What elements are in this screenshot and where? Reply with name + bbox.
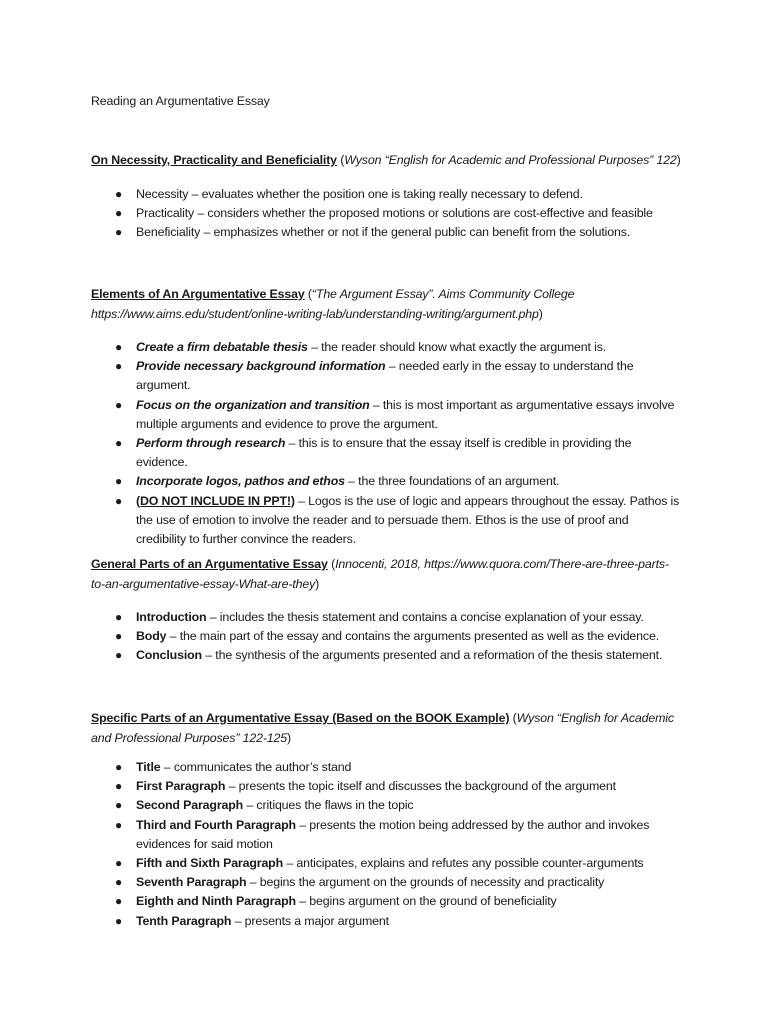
bullet-icon: ● — [115, 340, 123, 354]
item-text: Necessity – evaluates whether the position one is taking really necessary to defend. — [136, 186, 583, 201]
item-term: Eighth and Ninth Paragraph — [136, 894, 296, 909]
item-term: Incorporate logos, pathos and ethos — [136, 474, 345, 489]
item-text: – presents the topic itself and discusses the background of the argument — [225, 779, 616, 794]
bullet-icon: ● — [115, 436, 123, 451]
bullet-icon: ● — [115, 186, 123, 201]
list-item — [91, 912, 681, 931]
item-term: Introduction — [136, 610, 207, 624]
list-item — [91, 492, 681, 550]
item-text: – needed early in the essay to understand the argument. — [136, 359, 634, 393]
item-term: Create a firm debatable thesis — [136, 340, 308, 354]
source-citation: “The Argument Essay”. Aims Community College https://www.aims.edu/student/online-writing-lab/understanding-writing/argument.php — [91, 287, 575, 321]
bullet-icon: ● — [115, 648, 123, 663]
item-text: – critiques the flaws in the topic — [243, 798, 414, 813]
bullet-icon: ● — [115, 359, 123, 374]
item-text: – presents the motion being addressed by the author and invokes evidences for said motion — [136, 817, 650, 851]
bullet-icon: ● — [115, 397, 123, 412]
list-item — [91, 357, 681, 395]
list-item — [91, 608, 681, 627]
list-item — [91, 777, 681, 796]
item-term: Title — [136, 760, 161, 774]
list-item — [91, 627, 681, 646]
item-term: Fifth and Sixth Paragraph — [136, 856, 284, 871]
list-item — [91, 796, 681, 815]
source-citation: Wyson “English for Academic and Professional Purposes” 122 — [344, 153, 677, 167]
item-text: – anticipates, explains and refutes any possible counter-arguments — [283, 856, 644, 871]
bullet-icon: ● — [115, 894, 123, 909]
source-citation: Innocenti, 2018, https://www.quora.com/There-are-three-parts-to-an-argumentative-essay-What-are-they — [91, 557, 669, 591]
list-item — [91, 816, 681, 854]
item-term: Perform through research — [136, 436, 286, 451]
bullet-list — [91, 338, 681, 549]
list-item — [91, 892, 681, 911]
heading-text: Specific Parts of an Argumentative Essay (Based on the BOOK Example) — [91, 711, 510, 725]
item-term: Tenth Paragraph — [136, 913, 232, 928]
section-elements — [91, 285, 681, 549]
item-text: Beneficiality – emphasizes whether or not if the general public can benefit from the solutions. — [136, 224, 631, 239]
section-heading: General Parts of an Argumentative Essay (Innocenti, 2018, https://www.quora.com/There-are-three-parts-to-an-argumentative-essay-What-are-they) — [91, 557, 669, 591]
list-item — [91, 873, 681, 892]
bullet-icon: ● — [115, 493, 123, 508]
bullet-icon: ● — [115, 205, 123, 220]
bullet-icon: ● — [115, 817, 123, 832]
bullet-icon: ● — [115, 474, 123, 489]
section-necessity — [91, 151, 681, 242]
section-heading: Specific Parts of an Argumentative Essay (Based on the BOOK Example) (Wyson “English for Academic and Professional Purposes” 122-125) — [91, 711, 674, 745]
heading-text: Elements of An Argumentative Essay — [91, 287, 305, 301]
bullet-icon: ● — [115, 798, 123, 813]
section-heading: On Necessity, Practicality and Beneficiality (Wyson “English for Academic and Professional Purposes” 122) — [91, 153, 681, 167]
source-citation: Wyson “English for Academic and Professional Purposes” 122-125 — [91, 711, 674, 745]
bullet-icon: ● — [115, 779, 123, 794]
item-text: Practicality – considers whether the proposed motions or solutions are cost-effective and feasible — [136, 205, 653, 220]
item-term: (DO NOT INCLUDE IN PPT!) — [136, 493, 295, 508]
item-text: – the three foundations of an argument. — [344, 474, 560, 489]
bullet-list — [91, 608, 681, 666]
section-heading: Elements of An Argumentative Essay (“The Argument Essay”. Aims Community College https://www.aims.edu/student/online-writing-lab/understanding-writing/argument.php) — [91, 287, 575, 321]
item-text: – this is most important as argumentative essays involve multiple arguments and evidence to prove the argument. — [136, 397, 675, 431]
list-item — [91, 758, 681, 777]
item-text: – includes the thesis statement and contains a concise explanation of your essay. — [206, 610, 644, 624]
item-text: – begins argument on the ground of beneficiality — [295, 894, 557, 909]
list-item — [91, 396, 681, 434]
bullet-icon: ● — [115, 610, 123, 624]
item-text: – begins the argument on the grounds of necessity and practicality — [246, 875, 605, 890]
item-text: – presents a major argument — [231, 913, 389, 928]
item-term: Seventh Paragraph — [136, 875, 247, 890]
item-term: Third and Fourth Paragraph — [136, 817, 296, 832]
item-term: First Paragraph — [136, 779, 226, 794]
heading-text: General Parts of an Argumentative Essay — [91, 557, 328, 571]
bullet-list — [91, 185, 681, 243]
list-item — [91, 854, 681, 873]
list-item — [91, 223, 681, 242]
bullet-icon: ● — [115, 760, 123, 774]
bullet-list — [91, 758, 681, 931]
section-specific-parts — [91, 709, 681, 931]
item-text: – this is to ensure that the essay itself is credible in providing the evidence. — [136, 436, 632, 470]
item-term: Body — [136, 629, 167, 644]
document-title: Reading an Argumentative Essay — [91, 94, 270, 108]
list-item — [91, 338, 681, 357]
item-text: – the synthesis of the arguments presented and a reformation of the thesis statement. — [201, 648, 663, 663]
item-text: – the main part of the essay and contains the arguments presented as well as the evidence. — [166, 629, 659, 644]
item-text: – Logos is the use of logic and appears throughout the essay. Pathos is the use of emotion to involve the reader and to persuade them. Ethos is the use of proof and credibility to further convince the readers. — [136, 493, 680, 547]
list-item — [91, 472, 681, 491]
heading-text: On Necessity, Practicality and Beneficiality — [91, 153, 337, 167]
bullet-icon: ● — [115, 856, 123, 871]
bullet-icon: ● — [115, 629, 123, 644]
list-item — [91, 434, 681, 472]
item-term: Focus on the organization and transition — [136, 397, 370, 412]
list-item — [91, 185, 681, 204]
list-item — [91, 646, 681, 665]
bullet-icon: ● — [115, 224, 123, 239]
section-general-parts — [91, 555, 681, 666]
item-text: – the reader should know what exactly the argument is. — [307, 340, 607, 354]
item-text: – communicates the author’s stand — [160, 760, 352, 774]
item-term: Conclusion — [136, 648, 202, 663]
item-term: Provide necessary background information — [136, 359, 386, 374]
list-item — [91, 204, 681, 223]
bullet-icon: ● — [115, 875, 123, 890]
item-term: Second Paragraph — [136, 798, 244, 813]
bullet-icon: ● — [115, 913, 123, 928]
